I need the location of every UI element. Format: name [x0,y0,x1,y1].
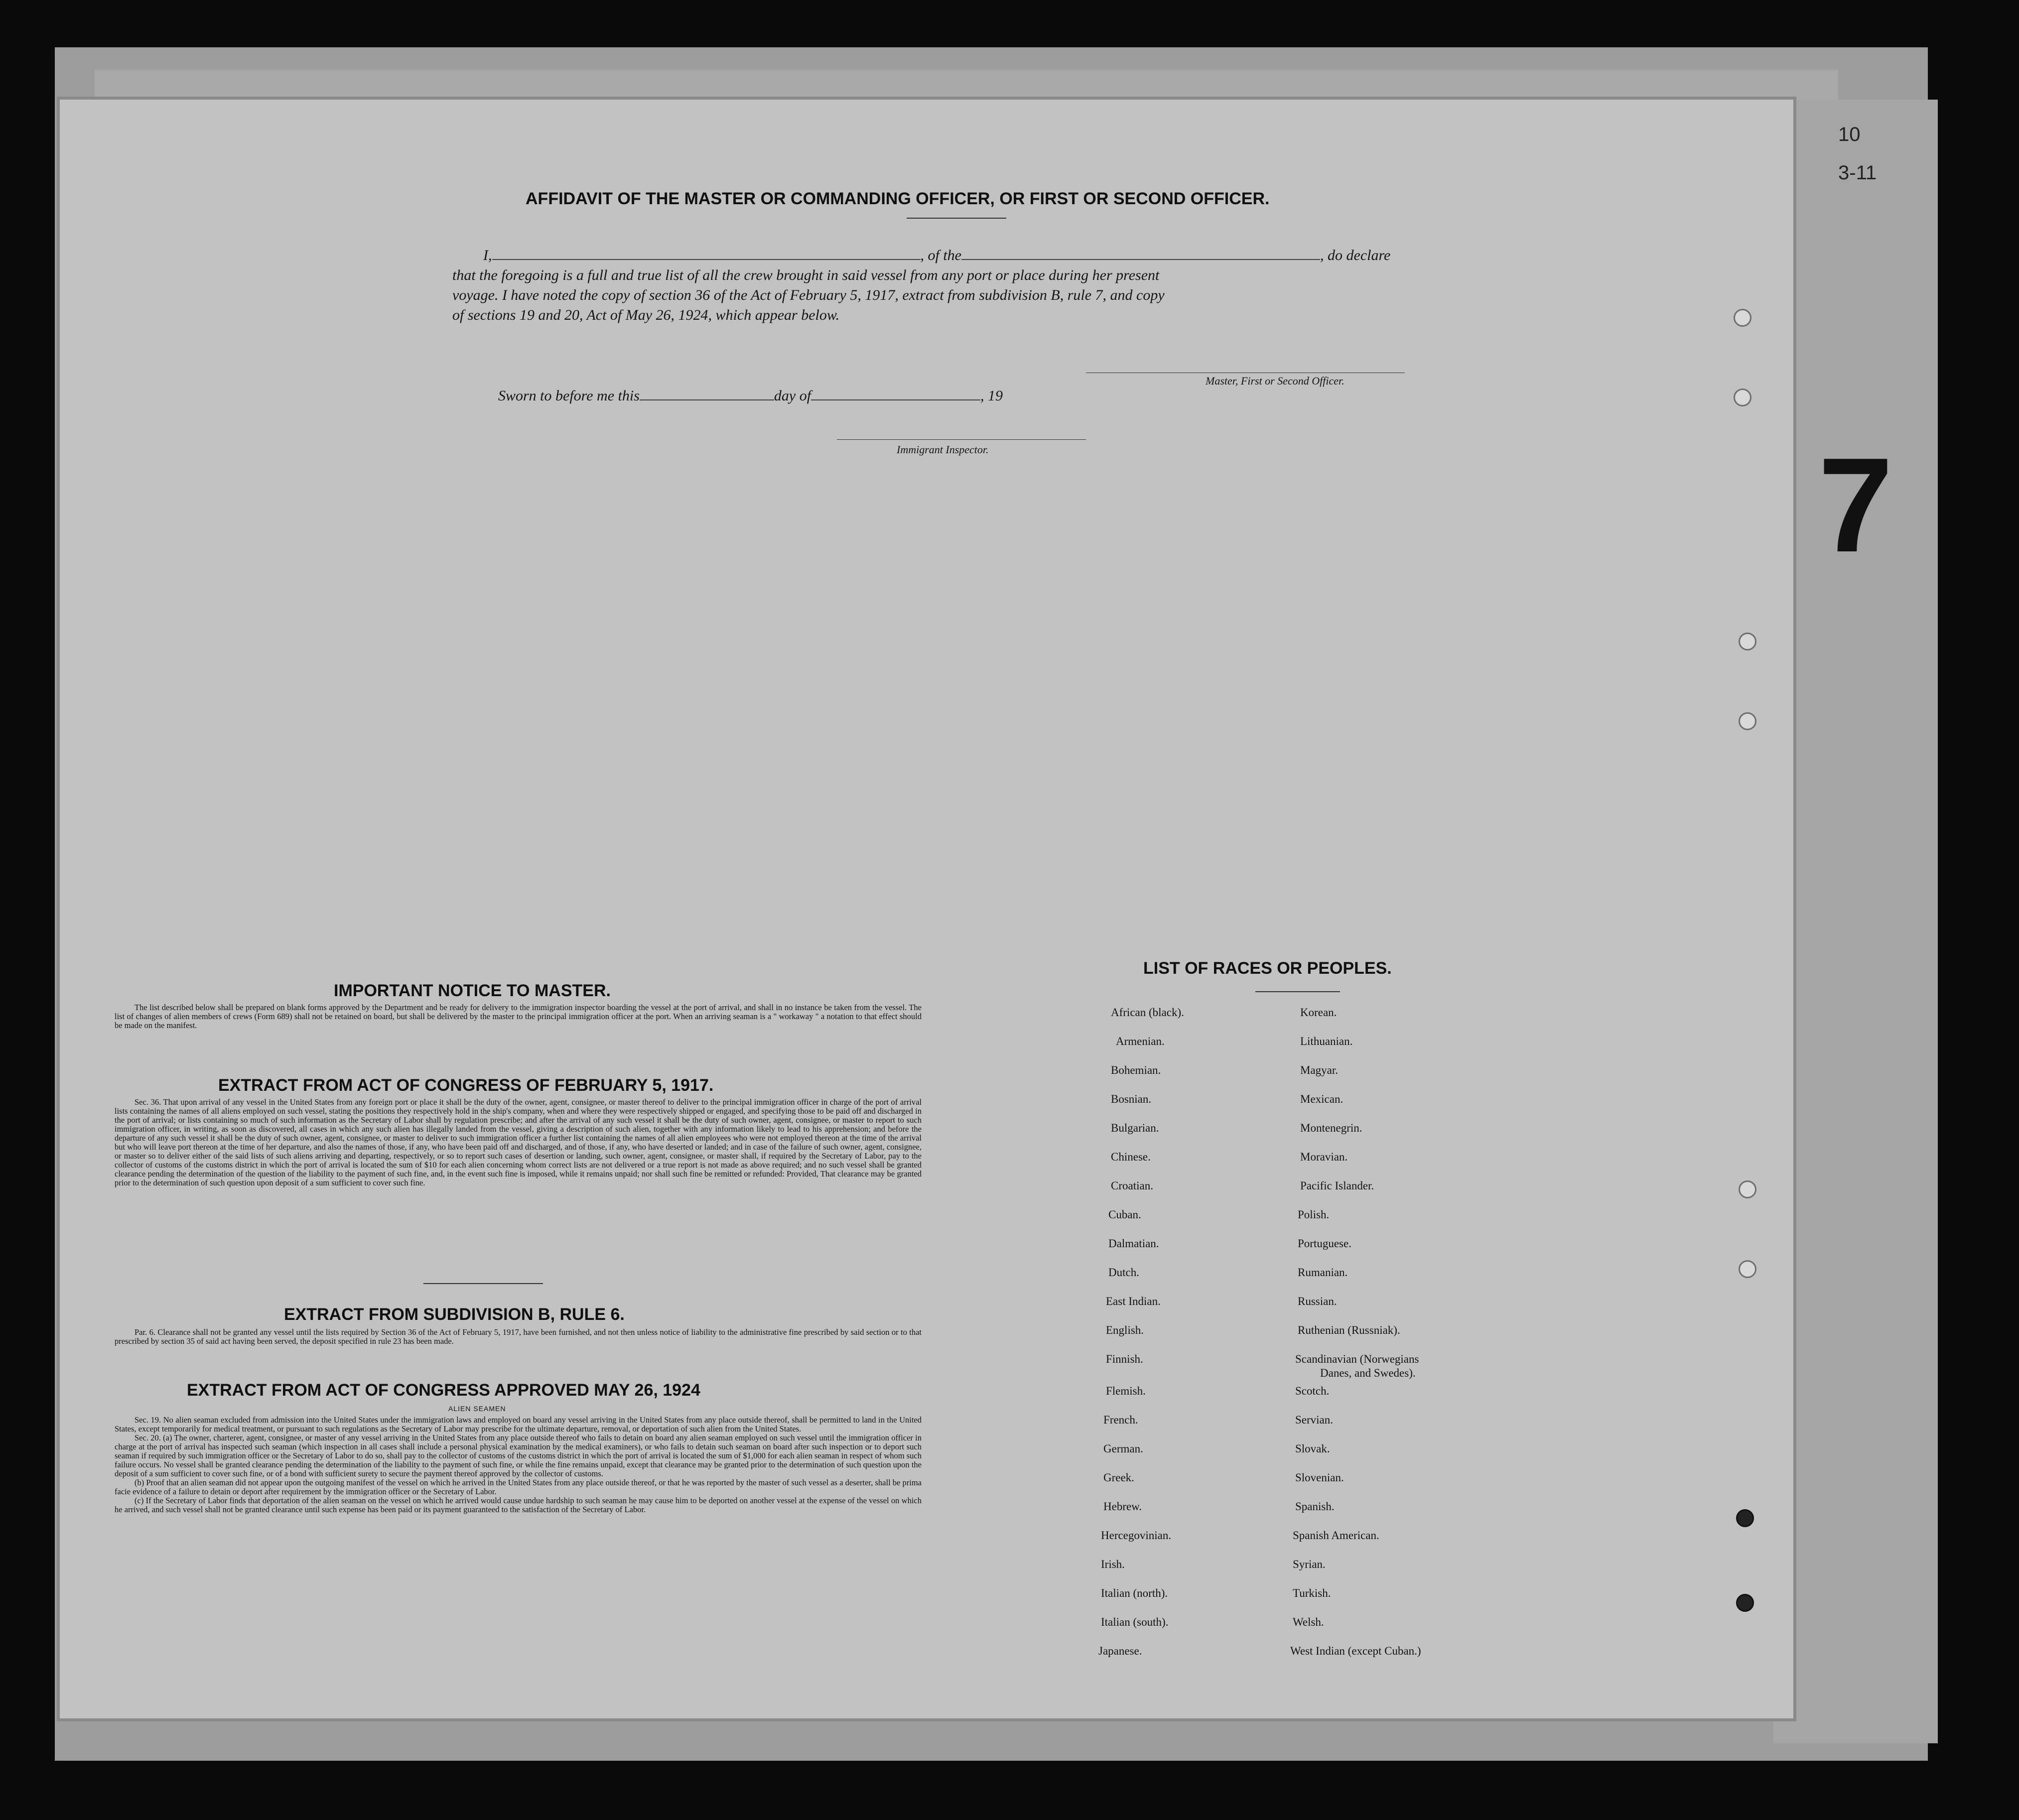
race-item: Flemish. [1106,1385,1146,1397]
race-item: Polish. [1298,1208,1330,1221]
punch-hole [1734,389,1751,406]
race-item: Bosnian. [1111,1093,1152,1105]
race-item: Italian (south). [1101,1616,1169,1628]
race-item: English. [1106,1324,1144,1336]
punch-hole [1739,633,1756,650]
races-title: LIST OF RACES OR PEOPLES. [1143,959,1392,978]
punch-hole [1736,1509,1754,1527]
race-item: Finnish. [1106,1353,1143,1365]
extract-rule6-body: Par. 6. Clearance shall not be granted any vessel until the lists required by Section 36 of the Act of February 5, 1917, have been furnished, and not then unless notice of liability to the administrative fine prescribed by said section or to that prescribed by section 35 of said act having been served, the deposit specified in rule 23 has been made. [115,1327,922,1346]
underlying-sheet-edge [1773,100,1938,1743]
race-item: Pacific Islander. [1300,1179,1374,1192]
race-item: Korean. [1300,1006,1337,1019]
race-item: Slovak. [1295,1442,1330,1455]
extract-1917-title: EXTRACT FROM ACT OF CONGRESS OF FEBRUARY 5, 1917. [218,1076,714,1095]
punch-hole [1739,712,1756,730]
divider [423,1283,543,1284]
handwritten-marker: 7 [1818,430,1893,580]
race-item: Turkish. [1293,1587,1331,1599]
race-item: Chinese. [1111,1151,1151,1163]
declaration-line-3: voyage. I have noted the copy of section 36 of the Act of February 5, 1917, extract from subdivision B, rule 7, and copy [452,287,1165,303]
race-item: Italian (north). [1101,1587,1168,1599]
divider [1255,991,1340,992]
alien-seamen-subtitle: ALIEN SEAMEN [448,1405,506,1413]
race-item: Cuban. [1108,1208,1141,1221]
race-item: Moravian. [1300,1151,1348,1163]
declaration-line-2: that the foregoing is a full and true list of all the crew brought in said vessel from any port or place during her present [452,267,1160,283]
race-item: Dalmatian. [1108,1237,1159,1250]
race-item: Welsh. [1293,1616,1324,1628]
race-item: Montenegrin. [1300,1122,1362,1134]
race-item: Greek. [1103,1471,1134,1484]
race-item: Ruthenian (Russniak). [1298,1324,1400,1336]
race-item: African (black). [1111,1006,1184,1019]
affidavit-sheet [60,100,1793,1718]
extract-1924-body: Sec. 19. No alien seaman excluded from admission into the United States under the immigration laws and employed on board any vessel arriving in the United States from any place outside thereof, shall be permitted to land in the United States, except temporarily for medical treatment, or pursuant to such regulations as the Secretary of Labor may prescribe for the ultimate departure, removal, or deportation of such alien from the United States. Sec. 20. (a) The owner, charterer, agent, consignee, or master of any vessel arriving in the United States from any place outside thereof who fails to detain on board any alien seaman employed on such vessel until the immigration officer in charge at the port of arrival has inspected such seaman (which inspection in all cases shall include a personal physical examination by the medical examiners), or who fails to detain such seaman on board after such inspection or to deport such seaman if required by such immigration officer or the Secretary of Labor to do so, shall pay to the collector of customs of the customs district in which the port of arrival is located the sum of $1,000 for each alien seaman in respect of whom such failure occurs. No vessel shall be granted clearance pending the determination of the liability to the payment of such fine, or while the fine remains unpaid, except that clearance may be granted prior to the determination of such question upon the deposit of a sum sufficient to cover such fine, or of a bond with sufficient surety to secure the payment thereof approved by the collector of customs. (b) Proof that an alien seaman did not appear upon the outgoing manifest of the vessel on which he arrived in the United States from any place outside thereof, or that he was reported by the master of such vessel as a deserter, shall be prima facie evidence of a failure to detain or deport after requirement by the immigration officer or the Secretary of Labor. (c) If the Secretary of Labor finds that deportation of the alien seaman on the vessel on which he arrived would cause undue hardship to such seaman he may cause him to be deported on another vessel at the expense of the vessel on which he arrived, and such vessel shall not be granted clearance until such expense has been paid or its payment guaranteed to the satisfaction of the Secretary of Labor. [115,1415,922,1514]
race-item: Scotch. [1295,1385,1330,1397]
extract-1924-title: EXTRACT FROM ACT OF CONGRESS APPROVED MAY 26, 1924 [187,1381,700,1400]
race-item: East Indian. [1106,1295,1161,1307]
race-item: Slovenian. [1295,1471,1344,1484]
race-item: Rumanian. [1298,1266,1348,1279]
race-item: Russian. [1298,1295,1337,1307]
race-item: Mexican. [1300,1093,1344,1105]
race-item: Dutch. [1108,1266,1139,1279]
notice-title: IMPORTANT NOTICE TO MASTER. [334,981,611,1000]
divider [907,218,1006,219]
declaration-line-1: I, , of the , do declare [483,247,1391,263]
master-caption: Master, First or Second Officer. [1206,375,1345,387]
punch-hole [1736,1594,1754,1612]
race-item: Armenian. [1116,1035,1165,1047]
race-item: Irish. [1101,1558,1125,1570]
handwritten-note: 3-11 [1838,162,1877,184]
race-item: French. [1103,1414,1138,1426]
race-item: Spanish. [1295,1500,1335,1513]
sworn-line: Sworn to before me this day of , 19 [498,388,1003,404]
notice-body: The list described below shall be prepared on blank forms approved by the Department and be ready for delivery to the immigration inspector boarding the vessel at the port of arrival, and shall in no instance be taken from the vessel. The list of changes of alien members of crews (Form 689) shall not be retained on board, but shall be delivered by the master to the principal immigration officer at the port. When an arriving seaman is a " workaway " a notation to that effect should be made on the manifest. [115,1003,922,1030]
race-item: Hebrew. [1103,1500,1142,1513]
race-item: Croatian. [1111,1179,1153,1192]
race-item: Magyar. [1300,1064,1339,1076]
extract-1917-body: Sec. 36. That upon arrival of any vessel in the United States from any foreign port or place it shall be the duty of the owner, agent, consignee, or master thereof to deliver to the principal immigration officer in charge of the port of arrival lists containing the names of all aliens employed on such vessel, stating the positions they respectively hold in the ship's company, when and where they were respectively shipped or engaged, and specifying those to be paid off and discharged in the port of arrival; or lists containing so much of such information as the Secretary of Labor shall by regulation prescribe; and after the arrival of any such vessel it shall be the duty of such owner, agent, consignee, or master to report to such immigration officer, in writing, as soon as discovered, all cases in which any such alien has illegally landed from the vessel, giving a description of such alien, together with any information likely to lead to his apprehension; and before the departure of any such vessel it shall be the duty of such owner, agent, consignee, or master to deliver to such immigration officer a further list containing the names of all alien employees who were not employed thereon at the time of the arrival but who will leave port thereon at the time of her departure, and also the names of those, if any, who have been paid off and discharged, and of those, if any, who have deserted or landed; and in case of the failure of such owner, agent, consignee, or master so to deliver either of the said lists of such aliens arriving and departing, respectively, or so to report such cases of desertion or landing, such owner, agent, consignee, or master shall, if required by the Secretary of Labor, pay to the collector of customs of the customs district in which the port of arrival is located the sum of $10 for each alien concerning whom correct lists are not delivered or a true report is not made as above required; and no such vessel shall be granted clearance pending the determination of the question of the liability to the payment of such fine, and, in the event such fine is imposed, while it remains unpaid; nor shall such fine be remitted or refunded: Provided, That clearance may be granted prior to the determination of such question upon deposit of a sum sufficient to cover such fine. [115,1097,922,1187]
race-item: Portuguese. [1298,1237,1351,1250]
race-item: Lithuanian. [1300,1035,1353,1047]
extract-rule6-title: EXTRACT FROM SUBDIVISION B, RULE 6. [284,1305,625,1324]
race-item: German. [1103,1442,1143,1455]
punch-hole [1739,1260,1756,1278]
race-item: West Indian (except Cuban.) [1290,1645,1421,1657]
race-item: Hercegovinian. [1101,1529,1172,1542]
race-item: Syrian. [1293,1558,1326,1570]
race-item: Danes, and Swedes). [1320,1367,1416,1379]
punch-hole [1739,1180,1756,1198]
race-item: Bohemian. [1111,1064,1161,1076]
inspector-caption: Immigrant Inspector. [897,443,989,456]
affidavit-title: AFFIDAVIT OF THE MASTER OR COMMANDING OFFICER, OR FIRST OR SECOND OFFICER. [526,189,1270,208]
inspector-signature-line [837,439,1086,440]
handwritten-note: 10 [1838,124,1861,145]
race-item: Scandinavian (Norwegians [1295,1353,1419,1365]
race-item: Japanese. [1098,1645,1142,1657]
punch-hole [1734,309,1751,327]
race-item: Bulgarian. [1111,1122,1159,1134]
declaration-line-4: of sections 19 and 20, Act of May 26, 1924, which appear below. [452,307,840,323]
race-item: Spanish American. [1293,1529,1379,1542]
race-item: Servian. [1295,1414,1334,1426]
